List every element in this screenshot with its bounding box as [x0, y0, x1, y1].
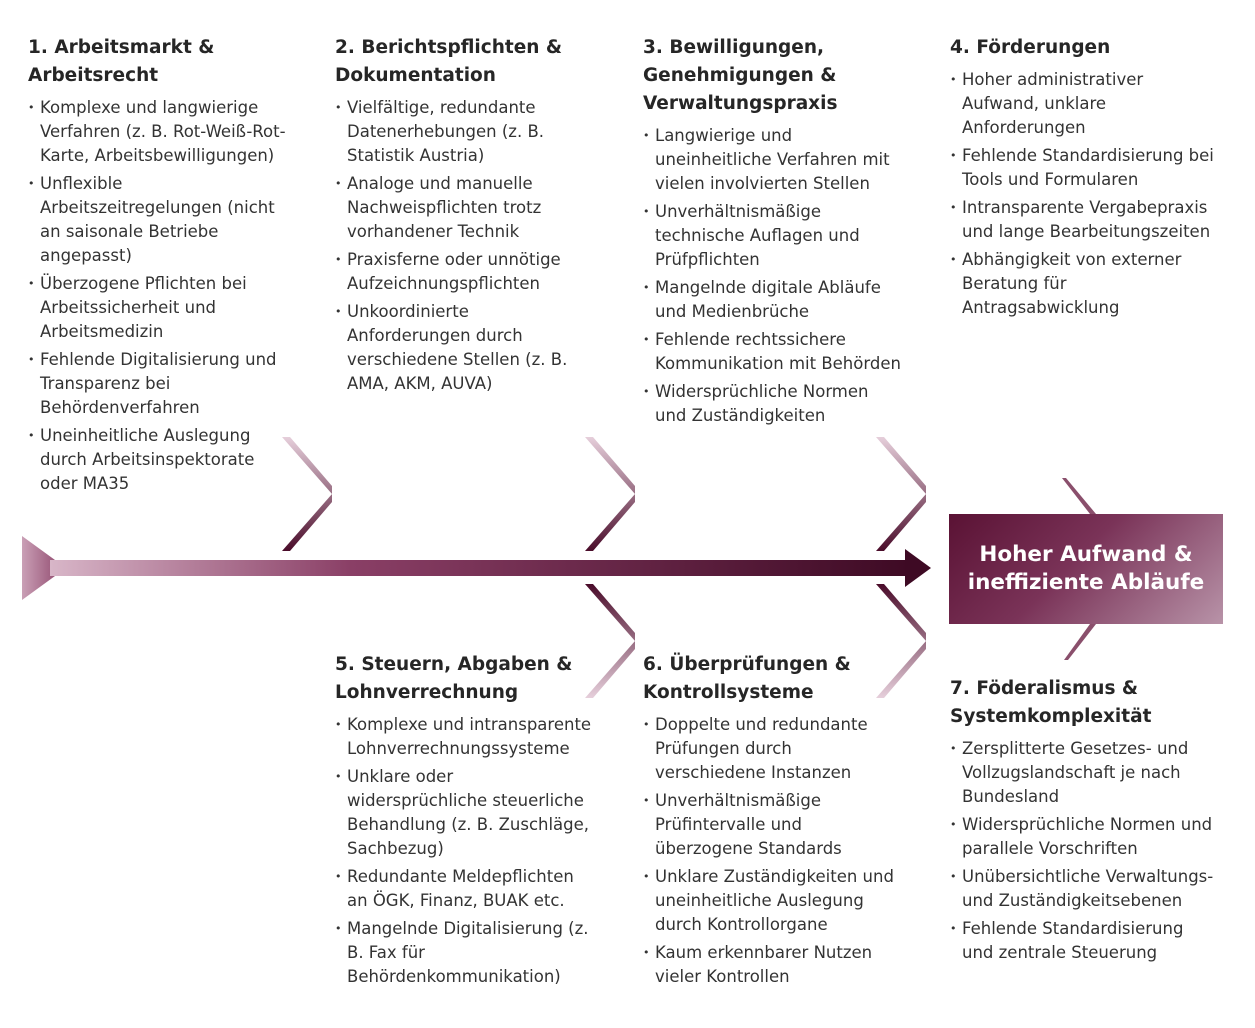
list-item: • Fehlende rechtssichere Kommunikation mit Behörden	[643, 328, 905, 376]
category-5	[335, 651, 597, 993]
list-item: • Widersprüchliche Normen und Zuständigkeiten	[643, 380, 905, 428]
list-item: • Überzogene Pflichten bei Arbeitssicherheit und Arbeitsmedizin	[28, 272, 290, 344]
bone-upper-3	[876, 437, 926, 551]
list-item: • Fehlende Standardisierung und zentrale Steuerung	[950, 917, 1220, 965]
category-title: 3. Bewilligungen, Genehmigungen & Verwaltungspraxis	[643, 37, 838, 114]
list-item: • Fehlende Standardisierung bei Tools und Formularen	[950, 144, 1220, 192]
list-item: • Unübersichtliche Verwaltungs- und Zuständigkeitsebenen	[950, 865, 1220, 913]
category-7	[950, 675, 1220, 969]
list-item: • Analoge und manuelle Nachweispflichten trotz vorhandener Technik	[335, 172, 597, 244]
list-item: • Unklare oder widersprüchliche steuerliche Behandlung (z. B. Zuschläge, Sachbezug)	[335, 765, 597, 861]
list-item: • Hoher administrativer Aufwand, unklare Anforderungen	[950, 68, 1220, 140]
category-title: 7. Föderalismus & Systemkomplexität	[950, 678, 1152, 727]
list-item: • Widersprüchliche Normen und parallele Vorschriften	[950, 813, 1220, 861]
category-2	[335, 34, 597, 400]
bullet-list	[643, 124, 905, 428]
list-item: • Unkoordinierte Anforderungen durch verschiedene Stellen (z. B. AMA, AKM, AUVA)	[335, 300, 597, 396]
category-title: 5. Steuern, Abgaben & Lohnverrechnung	[335, 654, 573, 703]
bone-upper-2	[585, 437, 635, 551]
bullet-list	[643, 713, 905, 989]
bullet-list	[950, 737, 1220, 965]
list-item: • Intransparente Vergabepraxis und lange Bearbeitungszeiten	[950, 196, 1220, 244]
category-title: 2. Berichtspflichten & Dokumentation	[335, 37, 563, 86]
bullet-list	[950, 68, 1220, 320]
result-box: Hoher Aufwand & ineffiziente Abläufe	[949, 514, 1223, 624]
category-title: 4. Förderungen	[950, 37, 1111, 58]
list-item: • Unverhältnismäßige Prüfintervalle und überzogene Standards	[643, 789, 905, 861]
list-item: • Kaum erkennbarer Nutzen vieler Kontrollen	[643, 941, 905, 989]
list-item: • Unklare Zuständigkeiten und uneinheitliche Auslegung durch Kontrollorgane	[643, 865, 905, 937]
spine-arrowhead	[905, 549, 931, 587]
spine-bar	[50, 560, 910, 576]
list-item: • Unflexible Arbeitszeitregelungen (nicht an saisonale Betriebe angepasst)	[28, 172, 290, 268]
list-item: • Komplexe und intransparente Lohnverrechnungssysteme	[335, 713, 597, 761]
list-item: • Komplexe und langwierige Verfahren (z. B. Rot-Weiß-Rot-Karte, Arbeitsbewilligungen)	[28, 96, 290, 168]
list-item: • Doppelte und redundante Prüfungen durch verschiedene Instanzen	[643, 713, 905, 785]
category-title: 1. Arbeitsmarkt & Arbeitsrecht	[28, 37, 215, 86]
list-item: • Fehlende Digitalisierung und Transparenz bei Behördenverfahren	[28, 348, 290, 420]
bullet-list	[335, 96, 597, 396]
connector-lower-7	[1064, 624, 1096, 660]
category-4	[950, 34, 1220, 324]
connector-upper-4	[1062, 478, 1096, 514]
category-1	[28, 34, 290, 500]
category-3	[643, 34, 905, 432]
list-item: • Vielfältige, redundante Datenerhebungen (z. B. Statistik Austria)	[335, 96, 597, 168]
list-item: • Praxisferne oder unnötige Aufzeichnungspflichten	[335, 248, 597, 296]
list-item: • Unverhältnismäßige technische Auflagen und Prüfpflichten	[643, 200, 905, 272]
category-6	[643, 651, 905, 993]
list-item: • Mangelnde Digitalisierung (z. B. Fax für Behördenkommunikation)	[335, 917, 597, 989]
list-item: • Zersplitterte Gesetzes- und Vollzugslandschaft je nach Bundesland	[950, 737, 1220, 809]
category-title: 6. Überprüfungen & Kontrollsysteme	[643, 654, 851, 703]
list-item: • Abhängigkeit von externer Beratung für Antragsabwicklung	[950, 248, 1220, 320]
list-item: • Uneinheitliche Auslegung durch Arbeitsinspektorate oder MA35	[28, 424, 290, 496]
bullet-list	[28, 96, 290, 496]
list-item: • Mangelnde digitale Abläufe und Medienbrüche	[643, 276, 905, 324]
list-item: • Langwierige und uneinheitliche Verfahren mit vielen involvierten Stellen	[643, 124, 905, 196]
list-item: • Redundante Meldepflichten an ÖGK, Finanz, BUAK etc.	[335, 865, 597, 913]
bullet-list	[335, 713, 597, 989]
